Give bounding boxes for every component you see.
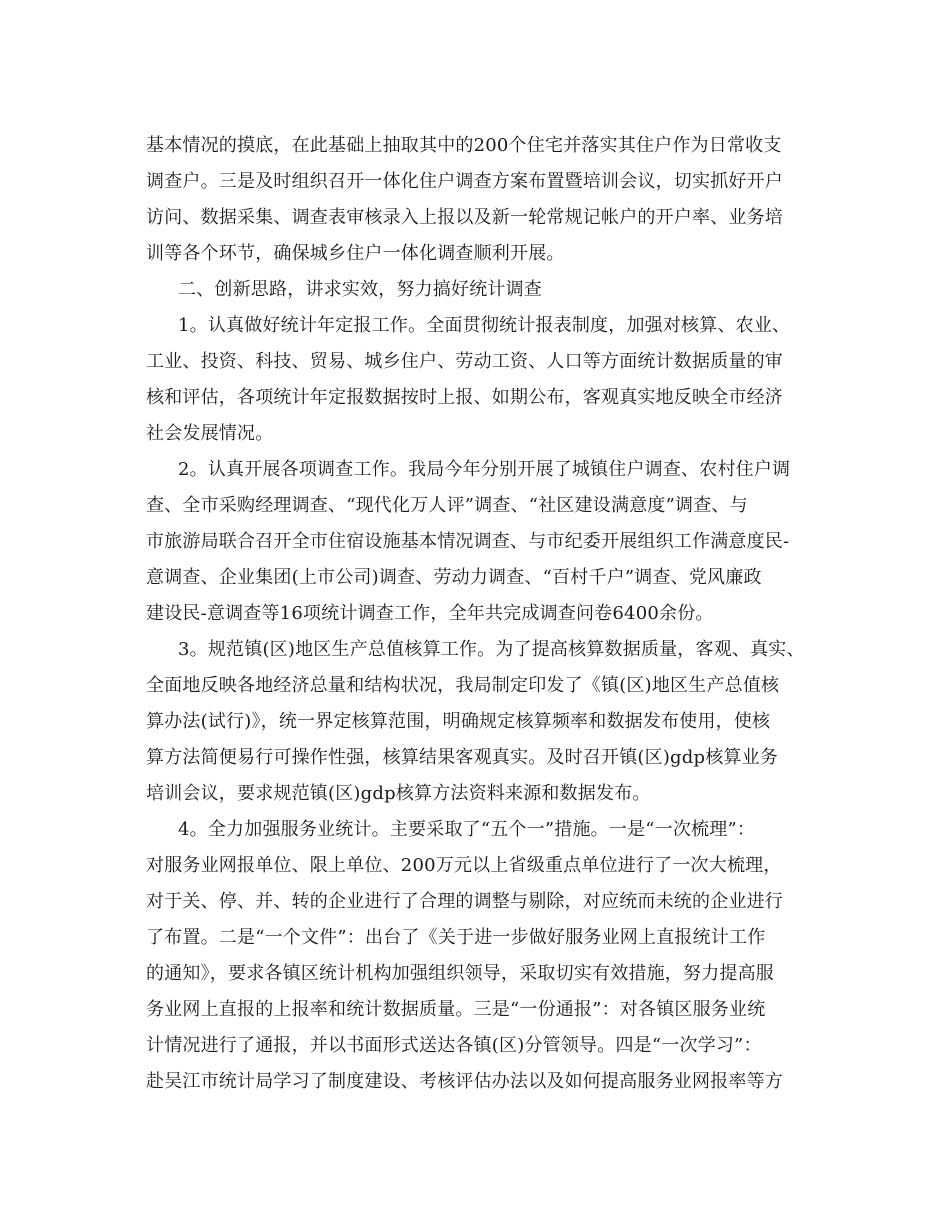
text-line: 了布置。二是“一个文件”：出台了《关于进一步做好服务业网上直报统计工作 (146, 927, 766, 948)
text-line: 训等各个环节，确保城乡住户一体化调查顺利开展。 (146, 243, 565, 264)
text-line: 2。认真开展各项调查工作。我局今年分别开展了城镇住户调查、农村住户调 (178, 459, 791, 480)
text-line: 培训会议，要求规范镇(区)gdp核算方法资料来源和数据发布。 (146, 783, 651, 804)
text-line: 3。规范镇(区)地区生产总值核算工作。为了提高核算数据质量，客观、真实、 (178, 639, 805, 660)
text-line: 的通知》，要求各镇区统计机构加强组织领导，采取切实有效措施，努力提高服 (146, 963, 774, 984)
text-line: 基本情况的摸底，在此基础上抽取其中的200个住宅并落实其住户作为日常收支 (146, 135, 782, 156)
text-line: 社会发展情况。 (146, 423, 274, 444)
text-line: 算办法(试行)》，统一界定核算范围，明确规定核算频率和数据发布使用，使核 (146, 711, 771, 732)
text-line: 意调查、企业集团(上市公司)调查、劳动力调查、“百村千户”调查、党风廉政 (146, 567, 762, 588)
text-line: 4。全力加强服务业统计。主要采取了“五个一”措施。一是“一次梳理”： (178, 819, 756, 840)
text-line: 市旅游局联合召开全市住宿设施基本情况调查、与市纪委开展组织工作满意度民- (146, 531, 790, 552)
text-line: 访问、数据采集、调查表审核录入上报以及新一轮常规记帐户的开户率、业务培 (146, 207, 783, 228)
text-line: 计情况进行了通报，并以书面形式送达各镇(区)分管领导。四是“一次学习”： (146, 1035, 762, 1056)
text-line: 对服务业网报单位、限上单位、200万元以上省级重点单位进行了一次大梳理， (146, 855, 782, 876)
section-heading: 二、创新思路，讲求实效，努力搞好统计调查 (178, 279, 542, 300)
text-line: 建设民-意调查等16项统计调查工作，全年共完成调查问卷6400余份。 (146, 603, 714, 624)
text-line: 核和评估，各项统计年定报数据按时上报、如期公布，客观真实地反映全市经济 (146, 387, 783, 408)
text-line: 全面地反映各地经济总量和结构状况，我局制定印发了《镇(区)地区生产总值核 (146, 675, 780, 696)
text-line: 务业网上直报的上报率和统计数据质量。三是“一份通报”：对各镇区服务业统 (146, 999, 766, 1020)
text-line: 算方法简便易行可操作性强，核算结果客观真实。及时召开镇(区)gdp核算业务 (146, 747, 779, 768)
text-line: 对于关、停、并、转的企业进行了合理的调整与剔除，对应统而未统的企业进行 (146, 891, 783, 912)
text-line: 调查户。三是及时组织召开一体化住户调查方案布置暨培训会议，切实抓好开户 (146, 171, 783, 192)
text-line: 查、全市采购经理调查、“现代化万人评”调查、“社区建设满意度”调查、与 (146, 495, 748, 516)
text-line: 赴吴江市统计局学习了制度建设、考核评估办法以及如何提高服务业网报率等方 (146, 1071, 783, 1092)
text-line: 工业、投资、科技、贸易、城乡住户、劳动工资、人口等方面统计数据质量的审 (146, 351, 783, 372)
text-line: 1。认真做好统计年定报工作。全面贯彻统计报表制度，加强对核算、农业、 (178, 315, 791, 336)
